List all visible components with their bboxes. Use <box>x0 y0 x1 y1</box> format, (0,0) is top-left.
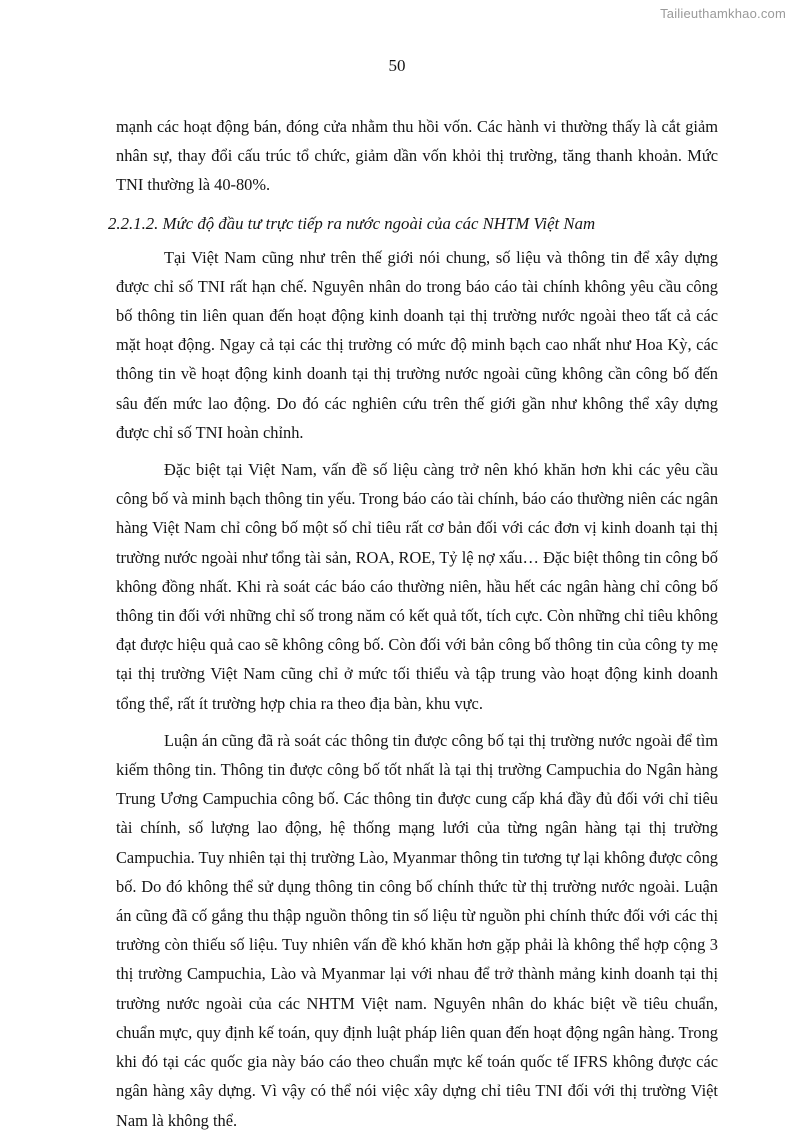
page-number: 50 <box>388 56 406 75</box>
document-body <box>108 112 719 1143</box>
section-heading: 2.2.1.2. Mức độ đầu tư trực tiếp ra nước ngoài của các NHTM Việt Nam <box>108 213 596 233</box>
paragraph-3: Luận án cũng đã rà soát các thông tin được công bố tại thị trường nước ngoài để tìm kiếm thông tin. Thông tin được công bố tốt nhất là tại thị trường Campuchia do Ngân hàng Trung Ương Campuchia công bố. Các thông tin được cung cấp khá đầy đủ đối với chỉ tiêu tài chính, số lượng lao động, hệ thống mạng lưới của từng ngân hàng tại thị trường Campuchia. Tuy nhiên tại thị trường Lào, Myanmar thông tin tương tự lại không được công bố. Do đó không thể sử dụng thông tin công bố chính thức từ thị trường nước ngoài. Luận án cũng đã cố gắng thu thập nguồn thông tin số liệu từ nguồn phi chính thức đối với các thị trường còn thiếu số liệu. Tuy nhiên vấn đề khó khăn hơn gặp phải là không thể hợp cộng 3 thị trường Campuchia, Lào và Myanmar lại với nhau để trở thành mảng kinh doanh tại thị trường nước ngoài của các NHTM Việt nam. Nguyên nhân do khác biệt về tiêu chuẩn, chuẩn mực, quy định kế toán, quy định luật pháp liên quan đến hoạt động ngân hàng. Trong khi đó tại các quốc gia này báo cáo theo chuẩn mực kế toán quốc tế IFRS không được các ngân hàng xây dựng. Vì vậy có thể nói việc xây dựng chỉ tiêu TNI đối với thị trường Việt Nam là không thể. <box>116 730 718 1130</box>
paragraph-2: Đặc biệt tại Việt Nam, vấn đề số liệu càng trở nên khó khăn hơn khi các yêu cầu công bố và minh bạch thông tin yếu. Trong báo cáo tài chính, báo cáo thường niên các ngân hàng Việt Nam chỉ công bố một số chỉ tiêu rất cơ bản đối với các đơn vị kinh doanh tại thị trường nước ngoài như tổng tài sản, ROA, ROE, Tỷ lệ nợ xấu… Đặc biệt thông tin công bố không đồng nhất. Khi rà soát các báo cáo thường niên, hầu hết các ngân hàng chỉ công bố thông tin đối với những chỉ số trong năm có kết quả tốt, tích cực. Còn những chỉ tiêu không đạt được hiệu quả cao sẽ không công bố. Còn đối với bản công bố thông tin của công ty mẹ tại thị trường Việt Nam cũng chỉ ở mức tối thiểu và tập trung vào hoạt động kinh doanh tổng thể, rất ít trường hợp chia ra theo địa bàn, khu vực. <box>116 460 719 713</box>
paragraph-continuation: mạnh các hoạt động bán, đóng cửa nhằm thu hồi vốn. Các hành vi thường thấy là cắt giảm nhân sự, thay đổi cấu trúc tổ chức, giảm dần vốn khỏi thị trường, tăng thanh khoản. Mức TNI thường là 40-80%. <box>116 117 718 195</box>
watermark-text: Tailieuthamkhao.com <box>660 6 786 21</box>
paragraph-1: Tại Việt Nam cũng như trên thế giới nói chung, số liệu và thông tin để xây dựng được chỉ số TNI rất hạn chế. Nguyên nhân do trong báo cáo tài chính không yêu cầu công bố thông tin liên quan đến hoạt động kinh doanh tại thị trường nước ngoài theo tất cả các mặt hoạt động. Ngay cả tại các thị trường có mức độ minh bạch cao nhất như Hoa Kỳ, các thông tin về hoạt động kinh doanh tại thị trường nước ngoài cũng không cần công bố đến sâu đến mức lao động. Do đó các nghiên cứu trên thế giới gần như không thể xây dựng được chỉ số TNI hoàn chỉnh. <box>116 247 718 442</box>
